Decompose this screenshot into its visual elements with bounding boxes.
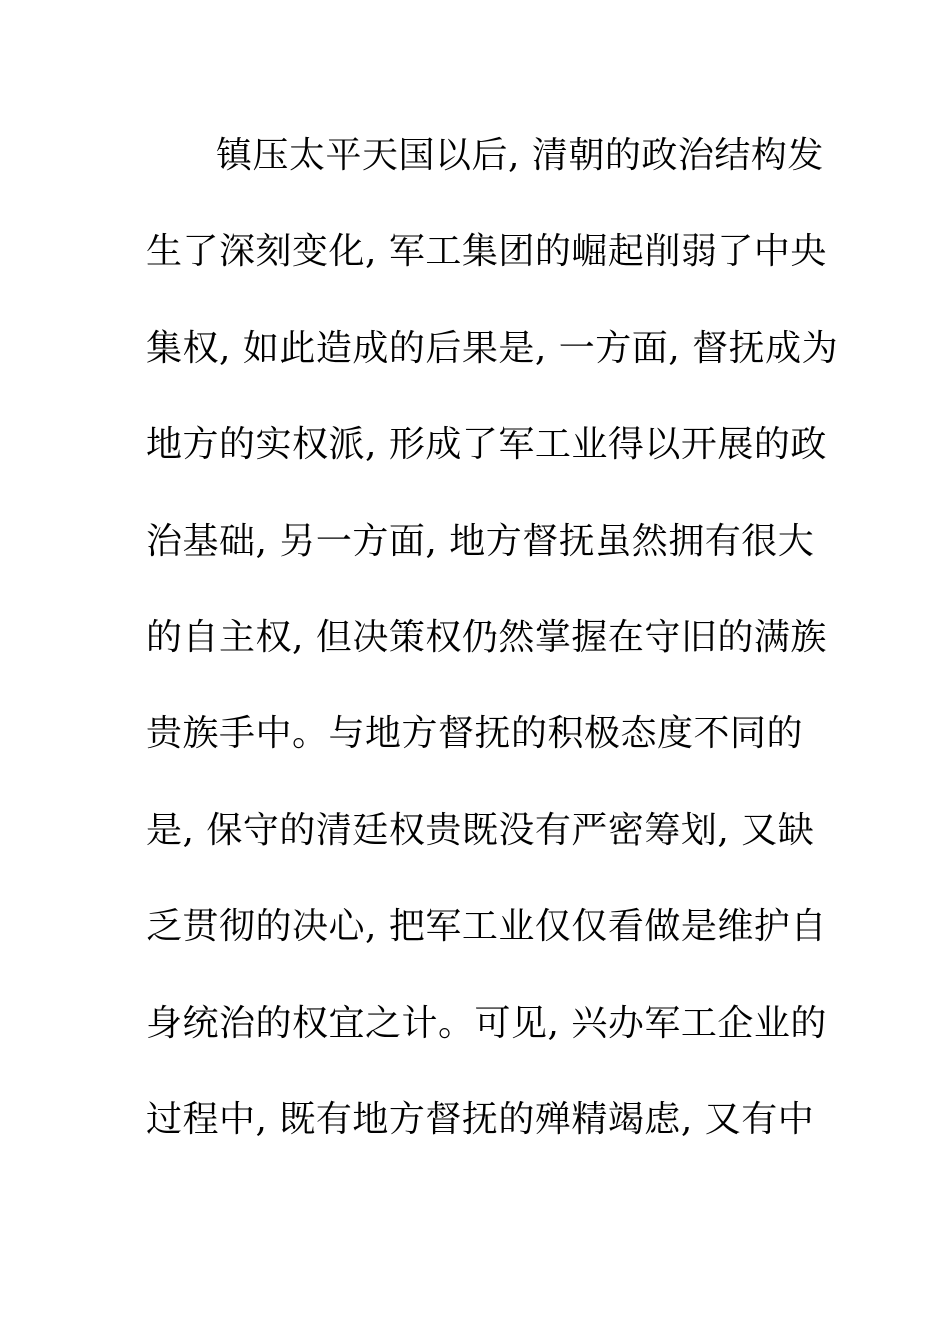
paragraph-line-7: 贵族手中。与地方督抚的积极态度不同的 <box>146 713 804 754</box>
paragraph-line-8: 是, 保守的清廷权贵既没有严密筹划, 又缺 <box>146 810 815 851</box>
paragraph-line-11: 过程中, 既有地方督抚的殚精竭虑, 又有中 <box>146 1099 815 1140</box>
paragraph-line-5: 治基础, 另一方面, 地方督抚虽然拥有很大 <box>146 521 815 562</box>
paragraph-line-9: 乏贯彻的决心, 把军工业仅仅看做是维护自 <box>146 906 827 947</box>
paragraph-line-1: 镇压太平天国以后, 清朝的政治结构发 <box>216 135 824 176</box>
paragraph-line-10: 身统治的权宜之计。可见, 兴办军工企业的 <box>146 1003 827 1044</box>
paragraph-line-2: 生了深刻变化, 军工集团的崛起削弱了中央 <box>146 231 827 272</box>
paragraph-line-6: 的自主权, 但决策权仍然掌握在守旧的满族 <box>146 617 827 658</box>
paragraph-line-4: 地方的实权派, 形成了军工业得以开展的政 <box>146 424 827 465</box>
paragraph-line-3: 集权, 如此造成的后果是, 一方面, 督抚成为 <box>146 328 839 369</box>
